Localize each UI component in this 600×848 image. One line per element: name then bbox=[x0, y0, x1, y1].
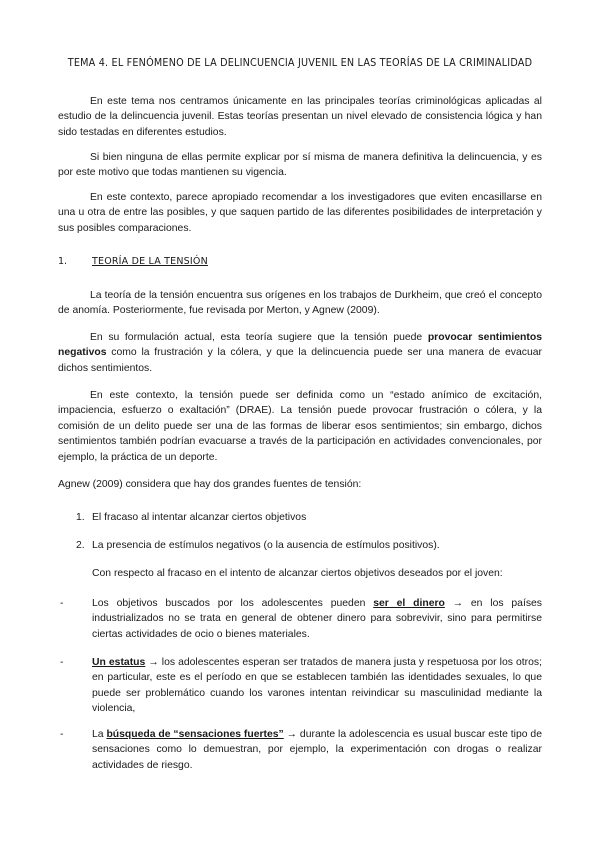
respecto-line: Con respecto al fracaso en el intento de alcanzar ciertos objetivos deseados por el joven: bbox=[92, 568, 503, 579]
bullet-item-dinero bbox=[92, 596, 542, 642]
section-heading bbox=[58, 256, 208, 267]
text-span: Los objetivos buscados por los adolescentes pueden bbox=[92, 598, 374, 609]
intro-paragraph-3: En este contexto, parece apropiado recomendar a los investigadores que eviten encasillarse en una u otra de entre las posibles, y que saquen partido de las diferentes posibilidades de interpretación y sus posibles comparaciones. bbox=[58, 192, 542, 234]
bold-phrase: ser el dinero bbox=[373, 598, 445, 609]
bullet-item-sensaciones bbox=[92, 727, 542, 773]
bold-phrase: provocar sentimientos negativos bbox=[58, 332, 542, 359]
bullet-item-estatus bbox=[92, 655, 542, 717]
numbered-item-2: La presencia de estímulos negativos (o la ausencia de estímulos positivos). bbox=[92, 540, 440, 551]
tension-paragraph-2 bbox=[58, 330, 542, 376]
document-title: TEMA 4. EL FENÓMENO DE LA DELINCUENCIA JUVENIL EN LAS TEORÍAS DE LA CRIMINALIDAD bbox=[67, 57, 533, 69]
text-span: como la frustración y la cólera, y que la delincuencia puede ser una manera de evacuar dichos sentimientos. bbox=[58, 347, 542, 374]
list-marker: 1. bbox=[76, 512, 85, 523]
tension-paragraph-3: En este contexto, la tensión puede ser definida como un “estado anímico de excitación, impaciencia, esfuerzo o exaltación” (DRAE). La tensión puede provocar frustración o cólera, y la comisión de un delito puede ser una de las formas de liberar esos sentimientos; sin embargo, dichos sentimientos también podrían evacuarse a través de la participación en actividades convencionales, por ejemplo, la práctica de un deporte. bbox=[58, 390, 542, 463]
text-span: → durante la adolescencia es usual buscar este tipo de sensaciones como lo demuestran, por ejemplo, la experimentación con drogas o realizar actividades de riesgo. bbox=[92, 729, 542, 771]
list-marker: 2. bbox=[76, 540, 85, 551]
intro-paragraph-2: Si bien ninguna de ellas permite explicar por sí misma de manera definitiva la delincuencia, y es por este motivo que todas mantienen su vigencia. bbox=[58, 152, 542, 179]
bullet-marker: - bbox=[60, 598, 64, 609]
tension-paragraph-1: La teoría de la tensión encuentra sus orígenes en los trabajos de Durkheim, que creó el concepto de anomía. Posteriormente, fue revisada por Merton, y Agnew (2009). bbox=[58, 290, 542, 317]
agnew-line: Agnew (2009) considera que hay dos grandes fuentes de tensión: bbox=[58, 479, 362, 490]
section-number: 1. bbox=[58, 256, 68, 267]
bullet-marker: - bbox=[60, 729, 64, 740]
text-span: La bbox=[92, 729, 107, 740]
text-span: → los adolescentes esperan ser tratados de manera justa y respetuosa por los otros; en particular, este es el período en que se establecen también las identidades sexuales, lo que puede ser problemático cuando los varones intentan reivindicar su masculinidad mediante la violencia, bbox=[92, 657, 542, 715]
section-label: TEORÍA DE LA TENSIÓN bbox=[92, 256, 208, 267]
bullet-marker: - bbox=[60, 657, 64, 668]
text-span: → en los países industrializados no se trata en general de obtener dinero para sobrevivir, sino para permitirse ciertas actividades de ocio o bienes materiales. bbox=[92, 598, 543, 640]
bold-phrase: Un estatus bbox=[92, 657, 146, 668]
bold-phrase: búsqueda de “sensaciones fuertes” bbox=[106, 729, 284, 740]
text-span: En su formulación actual, esta teoría sugiere que la tensión puede bbox=[90, 332, 428, 343]
intro-paragraph-1: En este tema nos centramos únicamente en las principales teorías criminológicas aplicadas al estudio de la delincuencia juvenil. Estas teorías presentan un nivel elevado de consistencia lógica y han sido testadas en diferentes estudios. bbox=[58, 96, 542, 138]
numbered-item-1: El fracaso al intentar alcanzar ciertos objetivos bbox=[92, 512, 307, 523]
